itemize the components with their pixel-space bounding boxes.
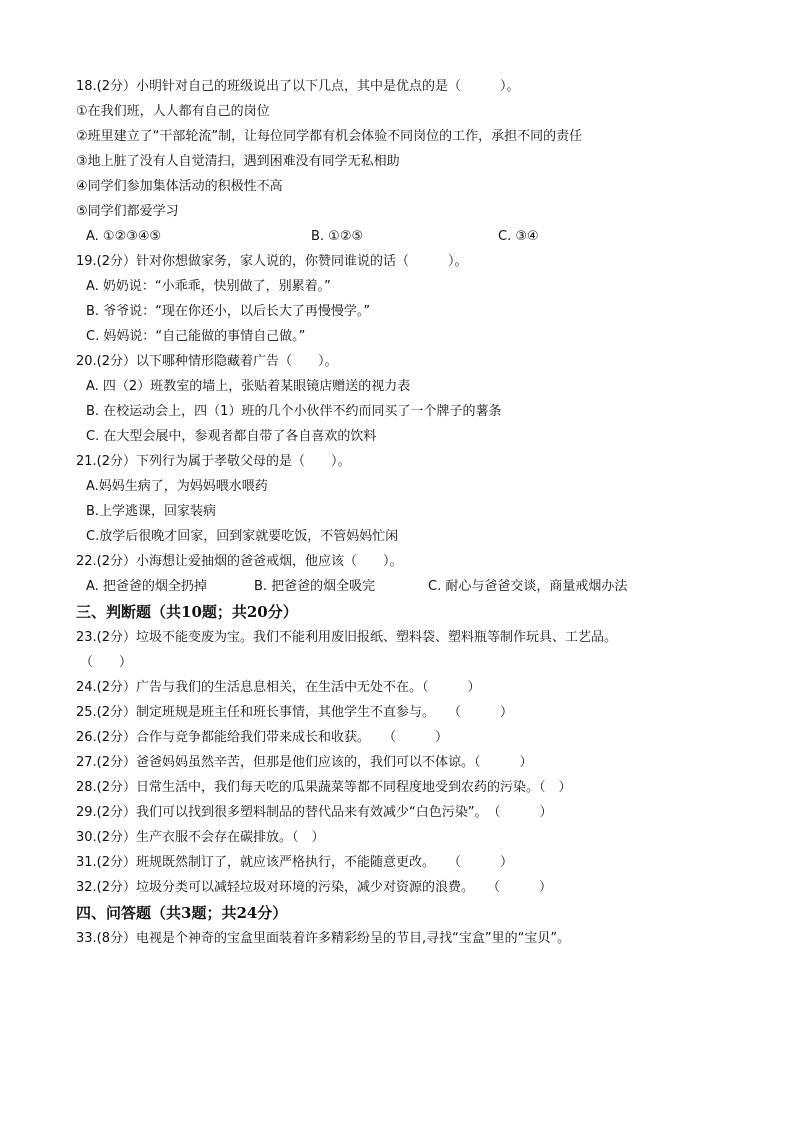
question-22 — [76, 549, 726, 599]
judgement-question: 24.(2分）广告与我们的生活息息相关，在生活中无处不在。（ ） — [76, 680, 481, 695]
option-b[interactable]: B. 爷爷说：“现在你还小，以后长大了再慢慢学。” — [86, 304, 371, 319]
option-c[interactable]: C. 在大型会展中，参观者都自带了各自喜欢的饮料 — [86, 429, 377, 444]
judgement-question: 26.(2分）合作与竞争都能给我们带来成长和收获。 （ ） — [76, 730, 449, 745]
judgement-question: 32.(2分）垃圾分类可以减轻垃圾对环境的污染，减少对资源的浪费。 （ ） — [76, 880, 553, 895]
section-heading-judgement: 三、判断题（共10题；共20分） — [76, 603, 298, 621]
judgement-question: 29.(2分）我们可以找到很多塑料制品的替代品来有效减少“白色污染”。 （ ） — [76, 805, 553, 820]
option-row — [76, 574, 726, 599]
question-stem: 21.(2分）下列行为属于孝敬父母的是（ ）。 — [76, 454, 351, 469]
option-a[interactable]: A. 奶奶说：“小乖乖，快别做了，别累着。” — [86, 279, 331, 294]
question-21 — [76, 449, 726, 549]
statement-item: ②班里建立了“干部轮流”制，让每位同学都有机会体验不同岗位的工作，承担不同的责任 — [76, 129, 583, 144]
option-a[interactable]: A. ①②③④⑤ — [86, 229, 162, 244]
question-stem: 18.(2分）小明针对自己的班级说出了以下几点，其中是优点的是（ ）。 — [76, 79, 520, 94]
question-20 — [76, 349, 726, 449]
judgement-question: 27.(2分）爸爸妈妈虽然辛苦，但那是他们应该的，我们可以不体谅。（ ） — [76, 755, 533, 770]
judgement-question: 25.(2分）制定班规是班主任和班长事情，其他学生不直参与。 （ ） — [76, 705, 514, 720]
judgement-question: 28.(2分）日常生活中，我们每天吃的瓜果蔬菜等都不同程度地受到农药的污染。（ ） — [76, 780, 572, 795]
statement-item: ①在我们班，人人都有自己的岗位 — [76, 104, 270, 119]
section-heading-qa: 四、问答题（共3题；共24分） — [76, 904, 288, 922]
question-19 — [76, 249, 726, 349]
question-stem: 22.(2分）小海想让爱抽烟的爸爸戒烟，他应该（ ）。 — [76, 554, 403, 569]
option-row — [76, 224, 726, 249]
statement-item: ④同学们参加集体活动的积极性不高 — [76, 179, 283, 194]
statement-item: ③地上脏了没有人自觉清扫，遇到困难没有同学无私相助 — [76, 154, 400, 169]
question-stem: 20.(2分）以下哪种情形隐藏着广告（ ）。 — [76, 354, 338, 369]
question-23 — [76, 625, 726, 675]
option-b[interactable]: B. 把爸爸的烟全吸完 — [254, 579, 376, 594]
option-a[interactable]: A. 四（2）班教室的墙上，张贴着某眼镜店赠送的视力表 — [86, 379, 411, 394]
option-a[interactable]: A.妈妈生病了，为妈妈喂水喂药 — [86, 479, 268, 494]
option-b[interactable]: B.上学逃课，回家装病 — [86, 504, 217, 519]
option-b[interactable]: B. ①②⑤ — [311, 229, 364, 244]
option-b[interactable]: B. 在校运动会上，四（1）班的几个小伙伴不约而同买了一个牌子的薯条 — [86, 404, 502, 419]
option-c[interactable]: C. 妈妈说：“自己能做的事情自己做。” — [86, 329, 306, 344]
option-c[interactable]: C. ③④ — [498, 229, 539, 244]
judgement-question: 30.(2分）生产衣服不会存在碳排放。（ ） — [76, 830, 325, 845]
option-c[interactable]: C.放学后很晚才回家，回到家就要吃饭，不管妈妈忙闲 — [86, 529, 399, 544]
statement-item: ⑤同学们都爱学习 — [76, 204, 179, 219]
question-18 — [76, 74, 726, 249]
question-33: 33.(8分）电视是个神奇的宝盒里面装着许多精彩纷呈的节目,寻找“宝盒”里的“宝贝”。 — [76, 931, 571, 946]
option-a[interactable]: A. 把爸爸的烟全扔掉 — [86, 579, 207, 594]
option-c[interactable]: C. 耐心与爸爸交谈，商量戒烟办法 — [428, 579, 628, 594]
judgement-question: 23.(2分）垃圾不能变废为宝。我们不能利用废旧报纸、塑料袋、塑料瓶等制作玩具、工艺品。 — [76, 630, 618, 645]
question-stem: 19.(2分）针对你想做家务，家人说的，你赞同谁说的话（ ）。 — [76, 254, 468, 269]
question-sheet — [76, 74, 726, 951]
judgement-question: 31.(2分）班规既然制订了，就应该严格执行，不能随意更改。 （ ） — [76, 855, 514, 870]
answer-parentheses[interactable]: （ ） — [80, 655, 133, 670]
